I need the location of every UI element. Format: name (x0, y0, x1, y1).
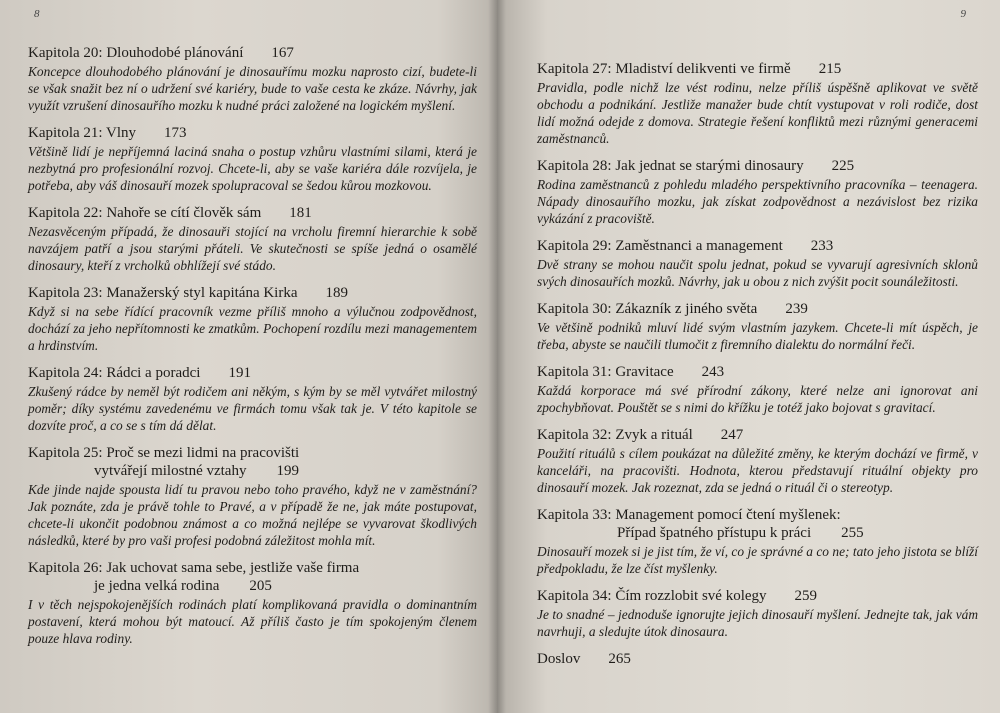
chapter-heading: Kapitola 27: Mladiství delikventi ve firmě 215 (537, 61, 842, 77)
chapter-21 (28, 124, 477, 194)
chapter-heading: Kapitola 32: Zvyk a rituál 247 (537, 427, 744, 443)
chapter-description: Nezasvěceným případá, že dinosauři stojící na vrcholu firemní hierarchie k sobě navzájem patří a jsou starými přáteli. Ve skutečnosti se spíše jedná o osamělé dinosaury, kteří z vrcholků obhlížejí své stádo. (28, 224, 477, 273)
chapter-description: Ve většině podniků mluví lidé svým vlastním jazykem. Chcete-li mít úspěch, je třeba, abyste se naučili tlumočit z firemního dialektu do normální řeči. (537, 320, 978, 352)
chapter-heading: Kapitola 22: Nahoře se cítí člověk sám 181 (28, 205, 312, 221)
chapter-description: Většině lidí je nepříjemná laciná snaha o postup vzhůru vlastními silami, která je nezbytná pro profesionální rozvoj. Chcete-li, aby se vaše kariéra dále rozvíjela, je potřeba, aby váš dinosauří mozek spolupracoval se šedou kůrou mozkovou. (28, 144, 477, 193)
book-gutter (488, 0, 506, 713)
chapter-description: Zkušený rádce by neměl být rodičem ani někým, s kým by se měl vytvářet milostný poměr; díky systému zavedenému ve firmách tomu však tak je. V této kapitole se dozvíte proč, a co se s tím dá dělat. (28, 384, 477, 433)
chapter-31 (537, 363, 978, 416)
chapter-22 (28, 204, 477, 274)
chapter-page: 189 (325, 285, 349, 301)
chapter-heading: Kapitola 33: Management pomocí čtení myšlenek: Případ špatného přístupu k práci 255 (537, 507, 864, 541)
chapter-page: 173 (164, 125, 187, 141)
chapter-heading: Kapitola 30: Zákazník z jiného světa 239 (537, 301, 808, 317)
chapter-page: 243 (701, 364, 725, 380)
page-number-left: 8 (34, 8, 40, 20)
chapter-description: Kde jinde najde spousta lidí tu pravou nebo toho pravého, když ne v zaměstnání? Jak poznáte, zda je právě tohle to Pravé, a v případě že ne, jak máte postupovat, chcete-li ukončit podobnou známost a co možná nejlépe se vyvarovat škodlivých následků, které by pro vaši profesi podobná záležitost mohla mít. (28, 482, 477, 548)
page-number-right: 9 (960, 8, 966, 20)
chapter-24 (28, 364, 477, 434)
chapter-page: 199 (276, 463, 299, 479)
chapter-page: 215 (818, 61, 842, 77)
chapter-30 (537, 300, 978, 353)
chapter-page: 247 (720, 427, 744, 443)
chapter-page: 191 (228, 365, 251, 381)
chapter-page: 259 (794, 588, 818, 604)
chapter-33 (537, 506, 978, 577)
chapter-heading: Kapitola 21: Vlny 173 (28, 125, 187, 141)
chapter-heading: Kapitola 25: Proč se mezi lidmi na pracovišti vytvářejí milostné vztahy 199 (28, 445, 300, 479)
chapter-34 (537, 587, 978, 640)
right-page (497, 0, 1000, 713)
afterword-label: Doslov (537, 651, 581, 667)
left-page (0, 0, 497, 713)
chapter-page: 255 (841, 525, 864, 541)
chapter-heading: Kapitola 31: Gravitace 243 (537, 364, 725, 380)
chapter-page: 181 (289, 205, 312, 221)
chapter-description: Dinosauří mozek si je jist tím, že ví, co je správné a co ne; tato jeho jistota se blíží předpokladu, že lze číst myšlenky. (537, 544, 978, 576)
chapter-page: 233 (810, 238, 834, 254)
chapter-description: Je to snadné – jednoduše ignorujte jejich dinosauří myšlení. Jednejte tak, jak vám navrhuji, a sledujte útok dinosaura. (537, 607, 978, 639)
chapter-heading: Kapitola 24: Rádci a poradci 191 (28, 365, 251, 381)
chapter-28 (537, 157, 978, 227)
chapter-27 (537, 60, 978, 147)
chapter-25 (28, 444, 477, 549)
chapter-26 (28, 559, 477, 647)
afterword-entry (537, 650, 978, 668)
chapter-description: Pravidla, podle nichž lze vést rodinu, nelze příliš úspěšně aplikovat ve světě obchodu a podnikání. Jestliže manažer bude chtít vystupovat v roli rodiče, dost lidí možná odejde z domova. Strategie řešení konfliktů mezi různými generacemi zaměstnanců. (537, 80, 978, 146)
chapter-32 (537, 426, 978, 496)
chapter-heading: Kapitola 28: Jak jednat se starými dinosaury 225 (537, 158, 855, 174)
chapter-heading: Kapitola 23: Manažerský styl kapitána Kirka 189 (28, 285, 349, 301)
chapter-29 (537, 237, 978, 290)
chapter-description: Použití rituálů s cílem poukázat na důležité změny, ke kterým dochází ve firmě, v kanceláři, na pracovišti. Hodnota, kterou představují rituální objekty pro dinosauří mozek. Jak rozeznat, zda se jedná o rituál či o stereotyp. (537, 446, 978, 495)
chapter-20 (28, 44, 477, 114)
chapter-23 (28, 284, 477, 354)
chapter-page: 205 (249, 578, 272, 594)
chapter-heading: Kapitola 29: Zaměstnanci a management 233 (537, 238, 834, 254)
chapter-page: 239 (785, 301, 808, 317)
chapter-description: Každá korporace má své přírodní zákony, které nelze ani ignorovat ani zpochybňovat. Pouštět se s nimi do křížku je totéž jako bojovat s gravitací. (537, 383, 978, 415)
chapter-description: Dvě strany se mohou naučit spolu jednat, pokud se vyvarují agresivních sklonů svých dinosauřích mozků. Návrhy, jak u obou z nich zvýšit pocit sounáležitosti. (537, 257, 978, 289)
chapter-heading: Kapitola 20: Dlouhodobé plánování 167 (28, 45, 294, 61)
chapter-heading: Kapitola 34: Čím rozzlobit své kolegy 259 (537, 588, 818, 604)
chapter-description: Když si na sebe řídící pracovník vezme příliš mnoho a výlučnou zodpovědnost, dochází za jeho nepřítomnosti ke zmatkům. Pochopení rozdílu mezi managementem a hrdinstvím. (28, 304, 477, 353)
chapter-description: Rodina zaměstnanců z pohledu mladého perspektivního pracovníka – teenagera. Nápady dinosauřího mozku, jak získat zodpovědnost a nezávislost bez rizika vykázání z pracoviště. (537, 177, 978, 226)
chapter-page: 167 (271, 45, 294, 61)
chapter-heading: Kapitola 26: Jak uchovat sama sebe, jestliže vaše firma je jedna velká rodina 205 (28, 560, 360, 594)
afterword-page: 265 (608, 651, 631, 667)
chapter-page: 225 (831, 158, 855, 174)
chapter-description: Koncepce dlouhodobého plánování je dinosauřímu mozku naprosto cizí, budete-li se však snažit bez ní o udržení své kariéry, bude to vaše cesta ke zkáze. Návrhy, jak využít vzrušení dinosauřího mozku k nudné práci založené na logickém myšlení. (28, 64, 477, 113)
chapter-description: I v těch nejspokojenějších rodinách platí komplikovaná pravidla o dominantním postavení, která mohou být matoucí. Až příliš často je tím spokojeným členem pouze hlava rodiny. (28, 597, 477, 646)
